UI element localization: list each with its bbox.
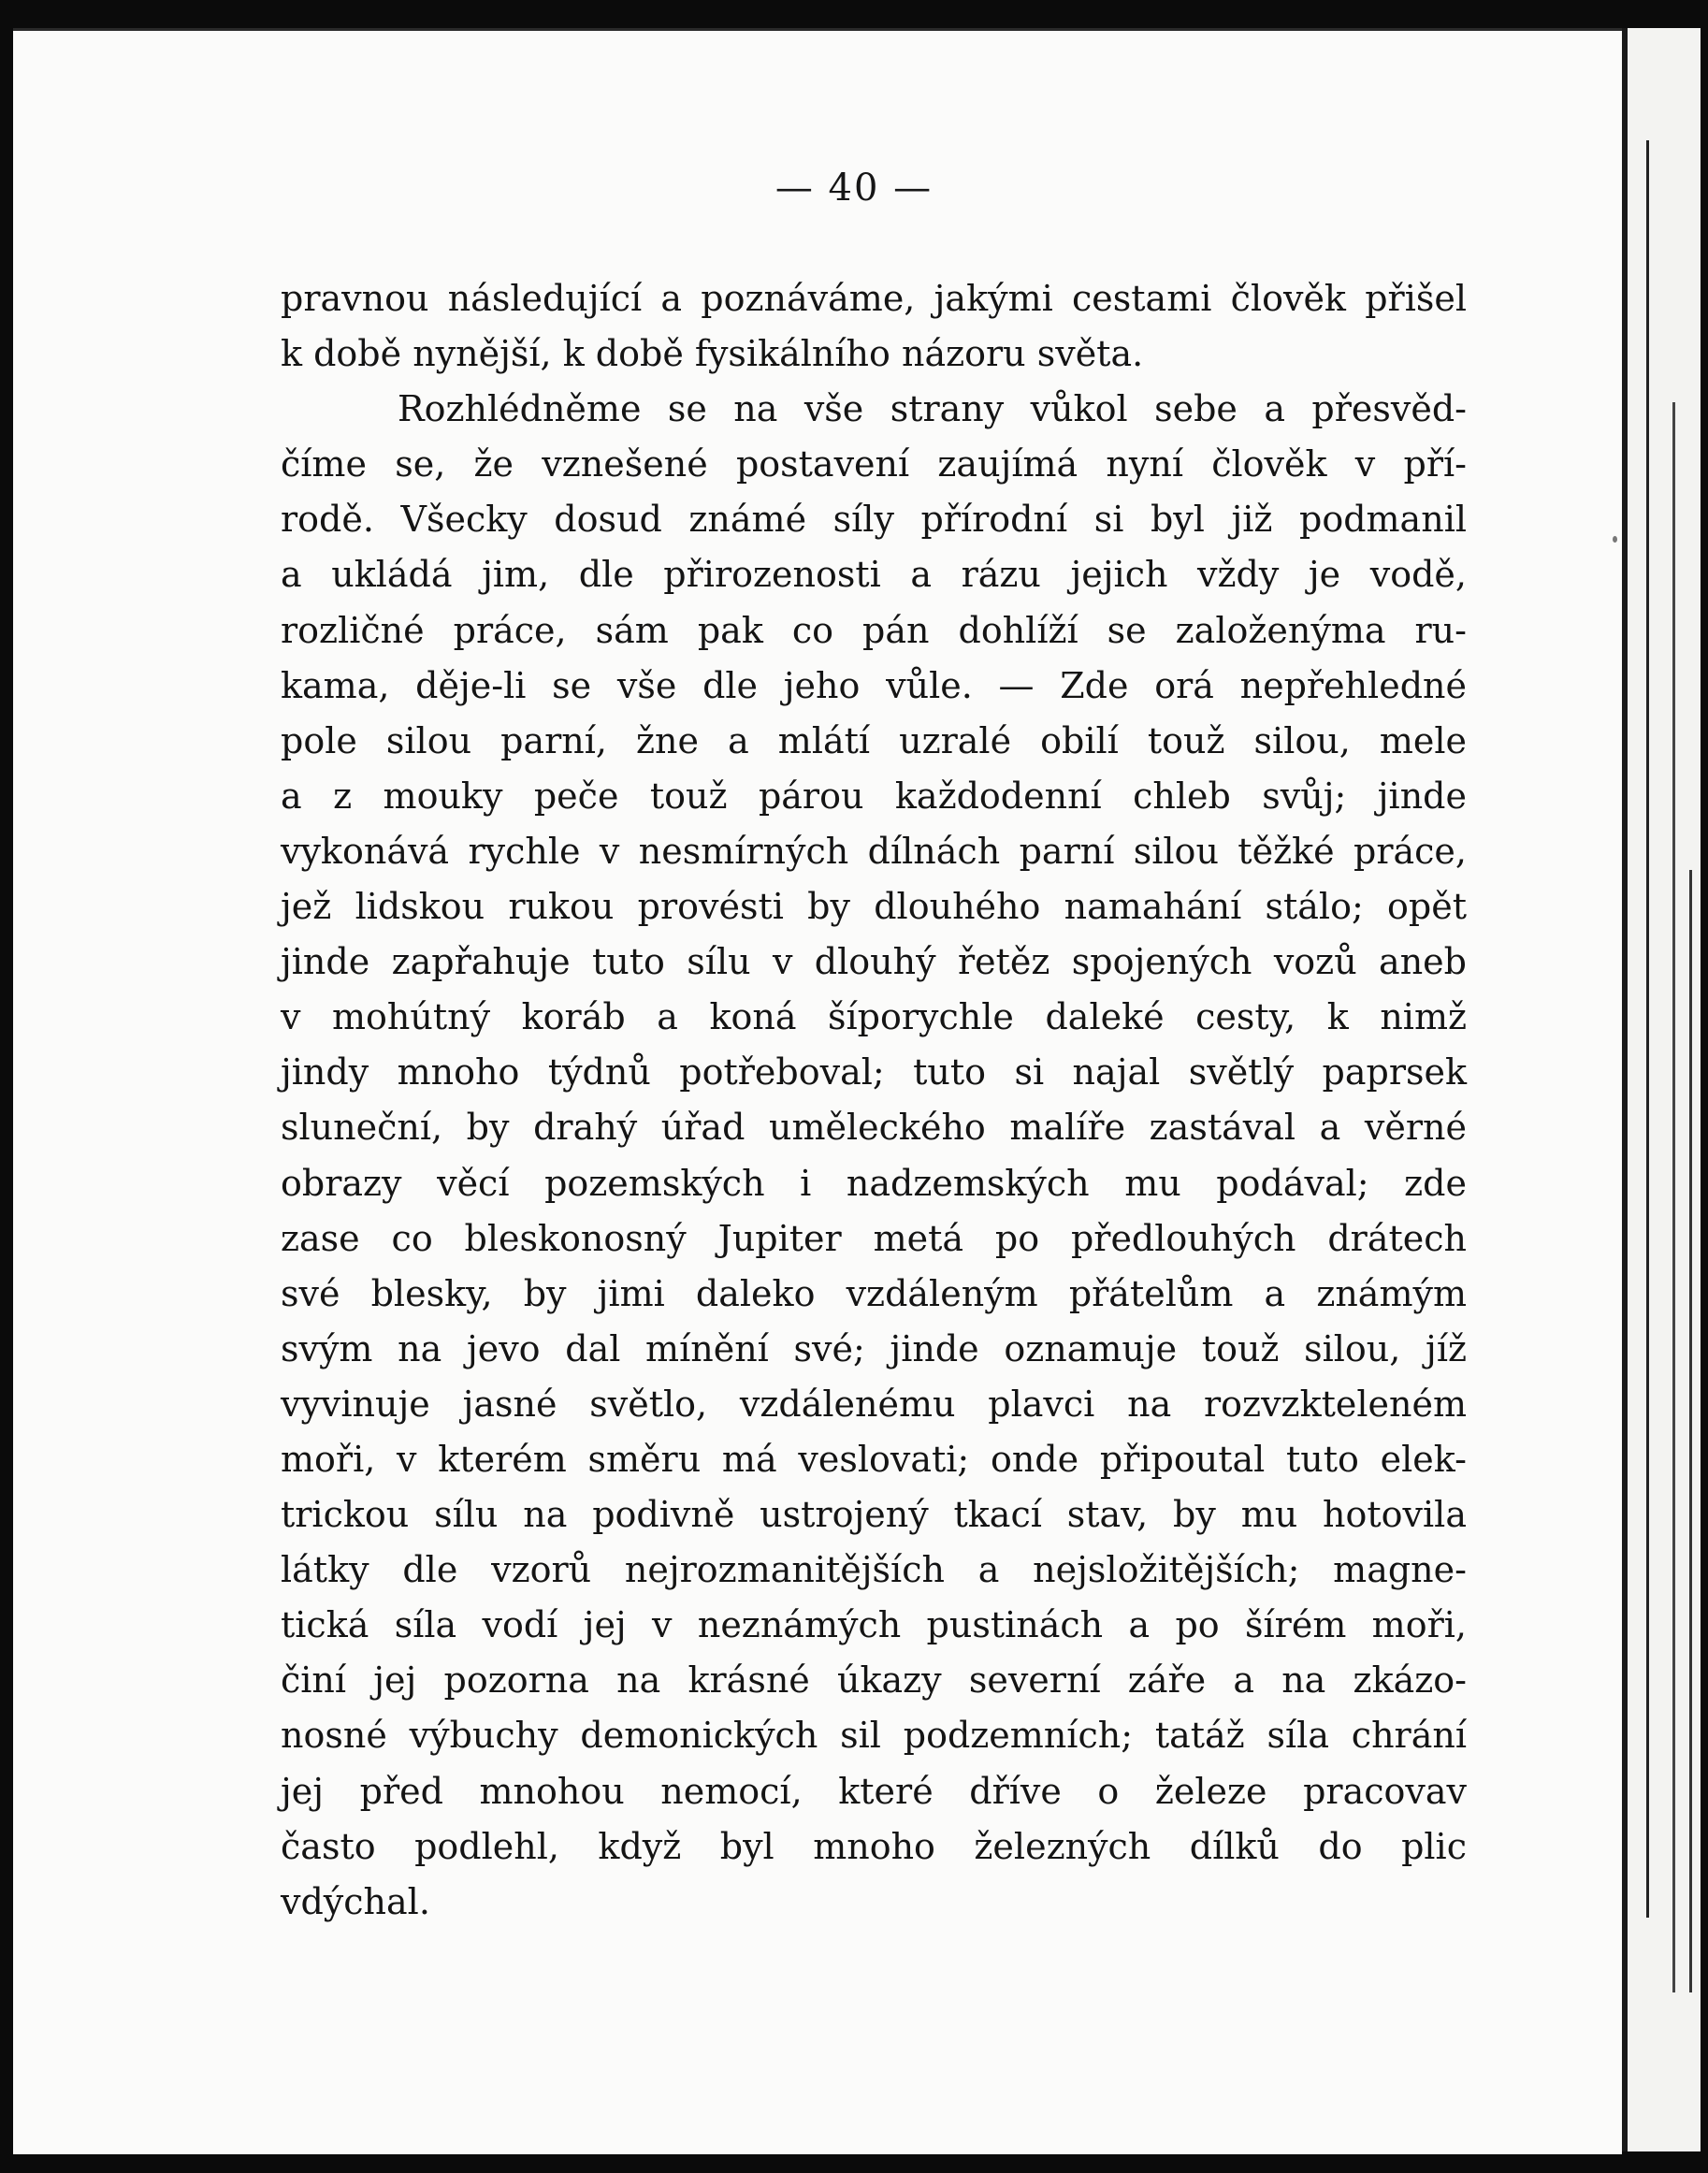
page-edge-line [1689, 870, 1692, 1992]
text-line: tická síla vodí jej v neznámých pustinách a po šírém moři, [281, 1604, 1467, 1646]
text-line [281, 326, 1467, 382]
page-number: — 40 — [774, 167, 934, 210]
text-line: rodě. Všecky dosud známé síly přírodní si byl již podmanil [281, 499, 1467, 541]
text-line: nosné výbuchy demonických sil podzemních; tatáž síla chrání [281, 1715, 1467, 1757]
text-line: vdýchal. [281, 1880, 430, 1922]
text-line: kama, děje-li se vše dle jeho vůle. — Zde orá nepřehledné [281, 664, 1467, 706]
text-line: číme se, že vznešené postavení zaujímá nyní člověk v pří- [281, 443, 1467, 485]
text-line: rozličné práce, sám pak co pán dohlíží se založenýma ru- [281, 609, 1467, 651]
text-line: vyvinuje jasné světlo, vzdálenému plavci na rozvzkteleném [281, 1383, 1467, 1425]
text-line: často podlehl, když byl mnoho železných dílků do plic [281, 1825, 1467, 1867]
text-line-content: k době nynější, k době fysikálního názoru světa. [281, 333, 1144, 375]
page-edge-line [1646, 140, 1649, 1918]
text-line: pole silou parní, žne a mlátí uzralé obilí touž silou, mele [281, 719, 1467, 761]
text-line: jej před mnohou nemocí, které dříve o železe pracovav [281, 1770, 1467, 1812]
text-line: sluneční, by drahý úřad uměleckého malíře zastával a věrné [281, 1107, 1467, 1149]
text-line: činí jej pozorna na krásné úkazy severní záře a na zkázo- [281, 1659, 1467, 1702]
text-line: pravnou následující a poznáváme, jakými cestami člověk přišel [281, 278, 1467, 319]
text-line: jindy mnoho týdnů potřeboval; tuto si najal světlý paprsek [281, 1051, 1467, 1094]
text-line: v mohútný koráb a koná šíporychle daleké cesty, k nimž [281, 996, 1467, 1038]
page-edge-line [1672, 402, 1675, 1992]
text-line: trickou sílu na podivně ustrojený tkací stav, by mu hotovila [281, 1494, 1467, 1536]
text-line: moři, v kterém směru má veslovati; onde připoutal tuto elek- [281, 1438, 1467, 1480]
text-line: zase co bleskonosný Jupiter metá po předlouhých drátech [281, 1217, 1467, 1259]
body-text [281, 271, 1467, 1930]
ink-speck [1613, 536, 1617, 543]
text-line: své blesky, by jimi daleko vzdáleným přátelům a známým [281, 1272, 1467, 1314]
text-line: jinde zapřahuje tuto sílu v dlouhý řetěz spojených vozů aneb [281, 941, 1467, 983]
text-line: vykonává rychle v nesmírných dílnách parní silou těžké práce, [281, 830, 1467, 872]
text-line: Rozhlédněme se na vše strany vůkol sebe a přesvěd- [398, 388, 1467, 430]
next-page-edge [1622, 28, 1701, 2151]
text-line: látky dle vzorů nejrozmanitějších a nejsložitějších; magne- [281, 1549, 1467, 1591]
text-line: jež lidskou rukou provésti by dlouhého namahání stálo; opět [281, 886, 1467, 928]
text-line: svým na jevo dal mínění své; jinde oznamuje touž silou, jíž [281, 1327, 1467, 1369]
text-line: a ukládá jim, dle přirozenosti a rázu jejich vždy je vodě, [281, 554, 1467, 596]
text-line: obrazy věcí pozemských i nadzemských mu podával; zde [281, 1162, 1467, 1204]
text-line: a z mouky peče touž párou každodenní chleb svůj; jinde [281, 775, 1467, 817]
